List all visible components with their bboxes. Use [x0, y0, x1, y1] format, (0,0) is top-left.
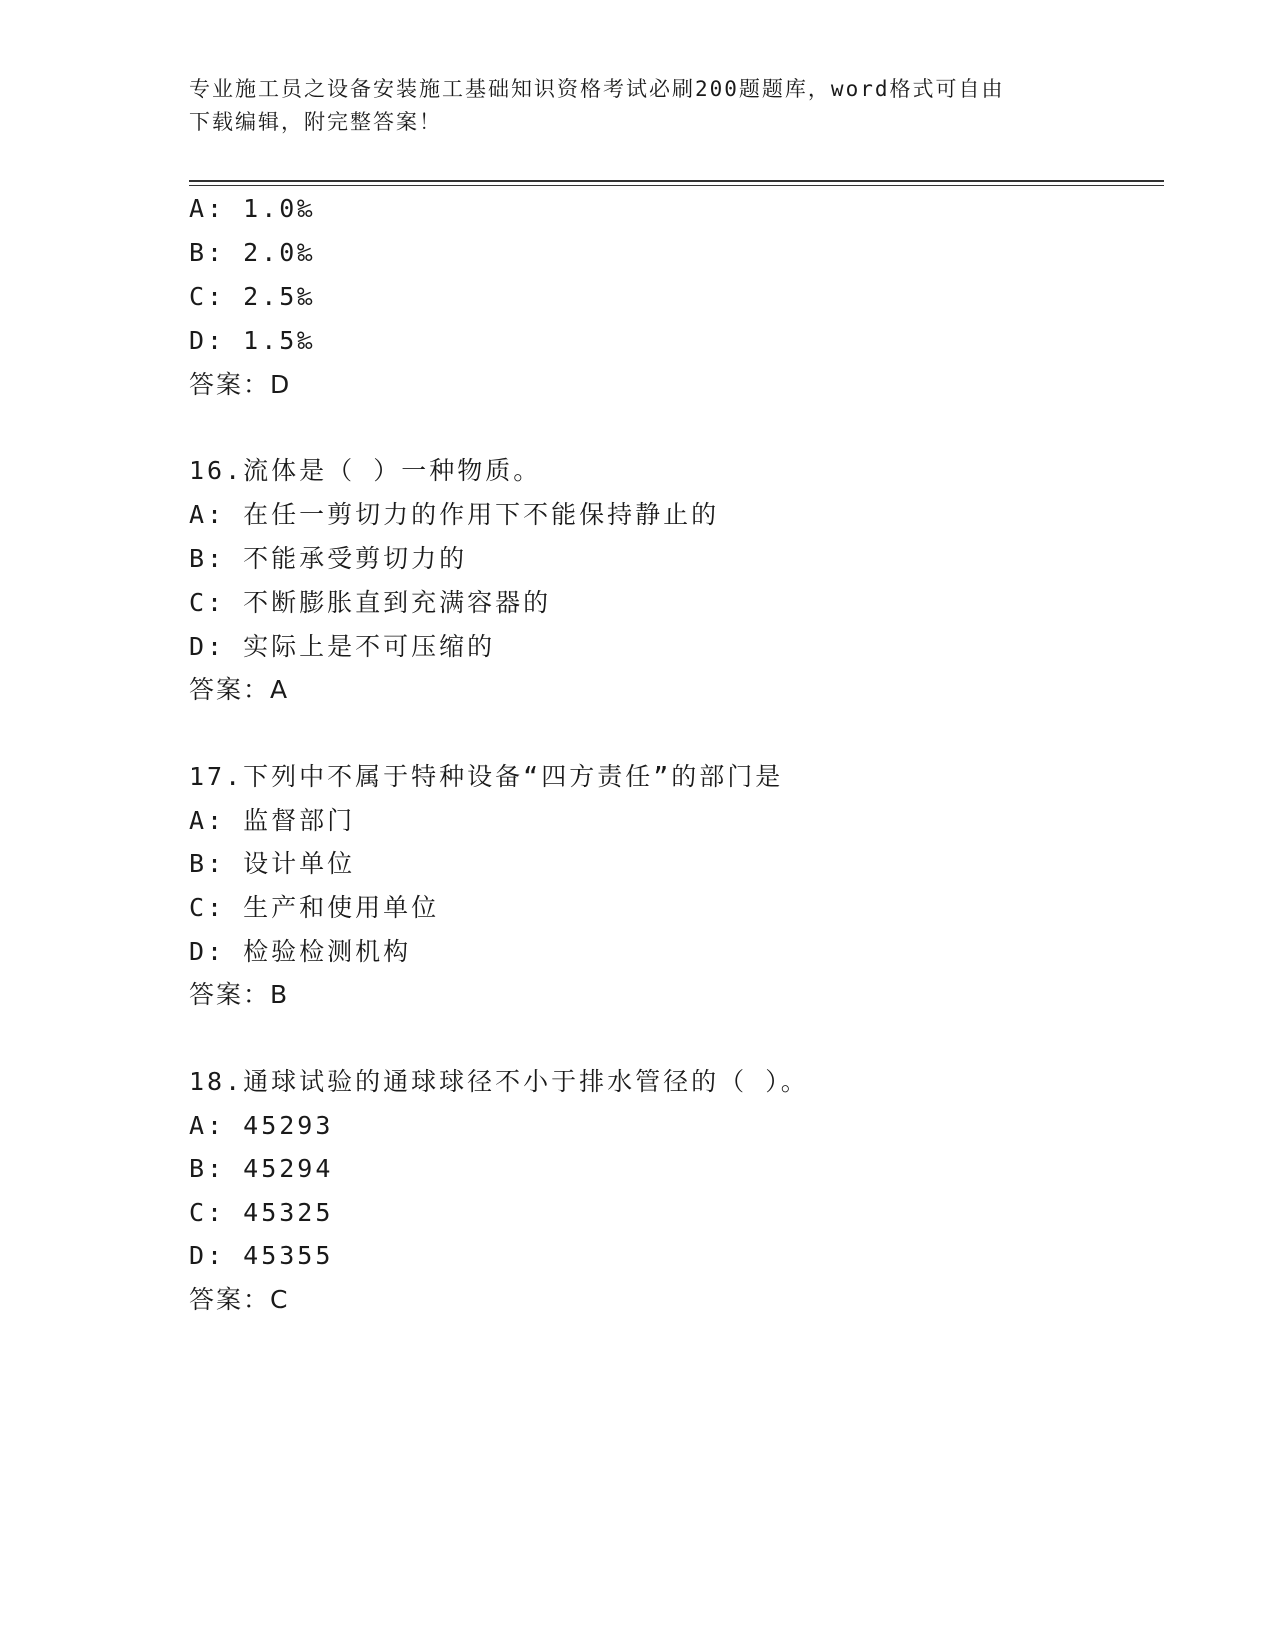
answer: 答案：A [189, 675, 290, 704]
option-a: A: 监督部门 [189, 806, 356, 835]
option-a: A: 45293 [189, 1111, 334, 1140]
header-divider-thick [189, 180, 1164, 182]
answer: 答案：D [189, 370, 292, 399]
answer: 答案：B [189, 980, 290, 1009]
question-text: 18.通球试验的通球球径不小于排水管径的（ ）。 [189, 1067, 809, 1096]
option-b: B: 不能承受剪切力的 [189, 544, 468, 573]
option-d: D: 45355 [189, 1241, 334, 1270]
question-text: 16.流体是（ ）一种物质。 [189, 456, 542, 485]
option-d: D: 1.5‰ [189, 326, 316, 355]
header-divider-thin [189, 185, 1164, 186]
option-a: A: 1.0‰ [189, 194, 316, 223]
option-c: C: 45325 [189, 1198, 334, 1227]
option-c: C: 2.5‰ [189, 282, 316, 311]
option-b: B: 45294 [189, 1154, 334, 1183]
document-header [189, 73, 1089, 139]
option-b: B: 2.0‰ [189, 238, 316, 267]
question-text: 17.下列中不属于特种设备“四方责任”的部门是 [189, 762, 784, 791]
option-d: D: 实际上是不可压缩的 [189, 632, 496, 661]
option-c: C: 生产和使用单位 [189, 893, 440, 922]
option-d: D: 检验检测机构 [189, 937, 412, 966]
answer: 答案：C [189, 1285, 290, 1314]
header-line-2: 下载编辑，附完整答案！ [189, 110, 442, 134]
option-a: A: 在任一剪切力的作用下不能保持静止的 [189, 500, 720, 529]
option-c: C: 不断膨胀直到充满容器的 [189, 588, 552, 617]
option-b: B: 设计单位 [189, 849, 356, 878]
header-line-1: 专业施工员之设备安装施工基础知识资格考试必刷200题题库，word格式可自由 [189, 77, 1005, 101]
